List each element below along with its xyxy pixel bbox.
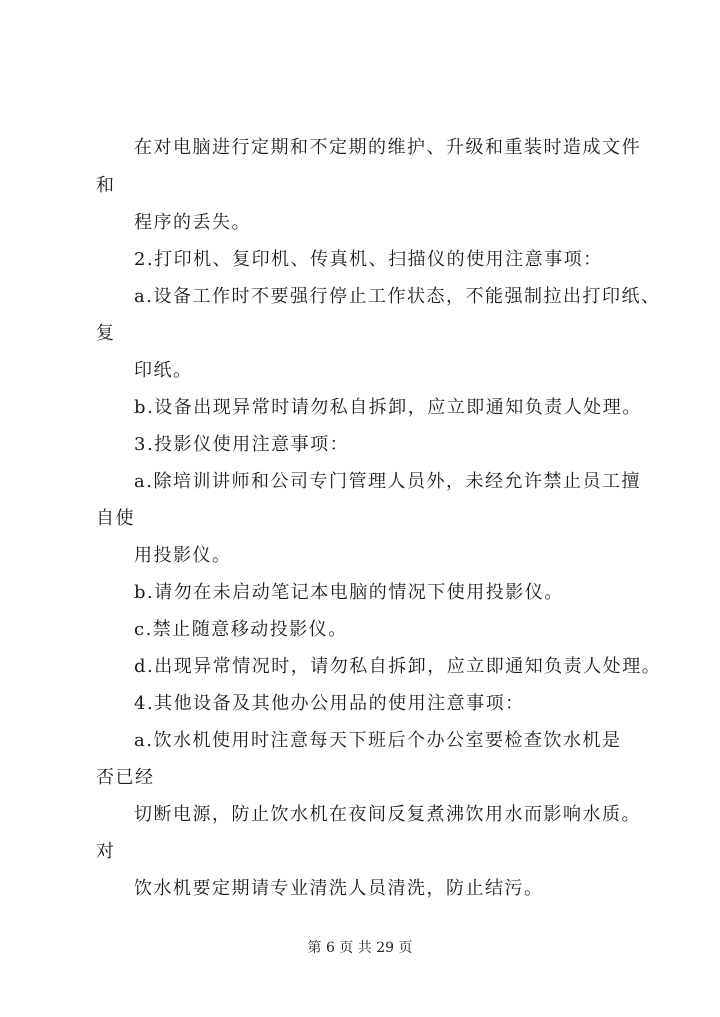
paragraph-line: 否已经 xyxy=(96,767,155,788)
paragraph-line: 印纸。 xyxy=(134,360,193,381)
paragraph-line: 在对电脑进行定期和不定期的维护、升级和重装时造成文件 xyxy=(134,137,641,158)
paragraph-line: a.除培训讲师和公司专门管理人员外，未经允许禁止员工擅 xyxy=(134,471,641,492)
paragraph-line: 和 xyxy=(96,175,116,196)
paragraph-line: 复 xyxy=(96,323,116,344)
section-heading: 3.投影仪使用注意事项： xyxy=(134,434,350,455)
paragraph-line: b.设备出现异常时请勿私自拆卸，应立即通知负责人处理。 xyxy=(134,397,642,418)
paragraph-line: 自使 xyxy=(96,508,135,529)
paragraph-line: d.出现异常情况时，请勿私自拆卸，应立即通知负责人处理。 xyxy=(134,656,662,677)
paragraph-line: 程序的丢失。 xyxy=(134,212,251,233)
paragraph-line: a.饮水机使用时注意每天下班后个办公室要检查饮水机是 xyxy=(134,730,622,751)
paragraph-line: 饮水机要定期请专业清洗人员清洗，防止结污。 xyxy=(134,878,544,899)
section-heading: 2.打印机、复印机、传真机、扫描仪的使用注意事项： xyxy=(134,249,603,270)
paragraph-line: c.禁止随意移动投影仪。 xyxy=(134,619,348,640)
paragraph-line: a.设备工作时不要强行停止工作状态，不能强制拉出打印纸、 xyxy=(134,286,661,307)
section-heading: 4.其他设备及其他办公用品的使用注意事项： xyxy=(134,693,525,714)
paragraph-line: 用投影仪。 xyxy=(134,545,232,566)
page-number-footer: 第 6 页 共 29 页 xyxy=(307,940,413,956)
paragraph-line: b.请勿在未启动笔记本电脑的情况下使用投影仪。 xyxy=(134,582,564,603)
paragraph-line: 对 xyxy=(96,841,116,862)
paragraph-line: 切断电源，防止饮水机在夜间反复煮沸饮用水而影响水质。 xyxy=(134,804,641,825)
